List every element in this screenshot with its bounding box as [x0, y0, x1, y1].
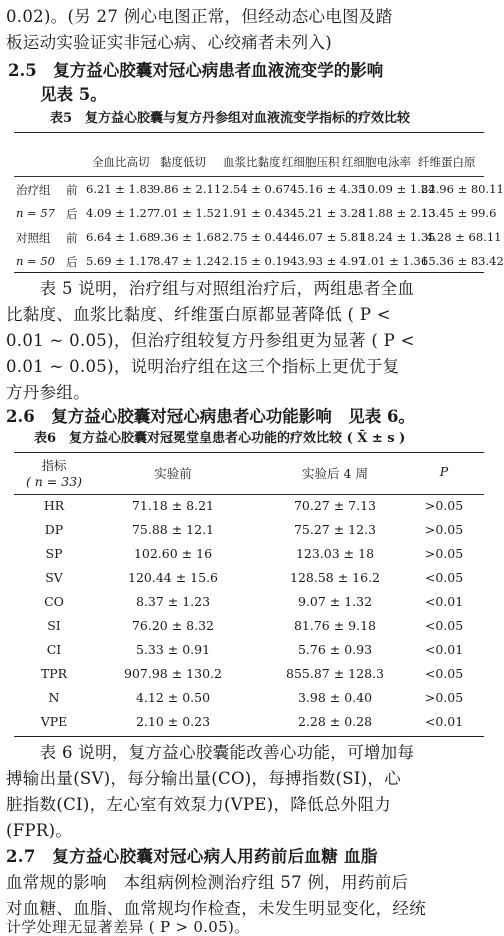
table5-phase: 前 — [66, 231, 78, 245]
table-row — [14, 642, 484, 662]
intro-line-1: 0.02)。(另 27 例心电图正常，但经动态心电图及踏 — [6, 7, 393, 26]
table-row — [14, 546, 484, 566]
table6-metric: SI — [47, 618, 61, 633]
para6-line-1: 表 6 说明，复方益心胶囊能改善心功能，可增加每 — [6, 743, 415, 762]
table6-before: 4.12 ± 0.50 — [135, 690, 211, 705]
table6-before: 102.60 ± 16 — [133, 546, 213, 561]
table5-cell: 1.91 ± 0.43 — [222, 206, 291, 220]
table5-cell: 46.07 ± 5.81 — [290, 230, 366, 244]
table-row — [14, 570, 484, 590]
table6-metric: DP — [44, 522, 64, 537]
table6-metric: TPR — [40, 666, 68, 681]
table5-cell: 18.24 ± 1.35 — [360, 230, 436, 244]
table5-cell: 43.93 ± 4.97 — [290, 254, 366, 268]
table5-cell: 1.01 ± 1.36 — [360, 254, 429, 268]
table5-cell: 9.36 ± 1.68 — [153, 230, 222, 244]
table-row — [14, 618, 484, 638]
section-2-7-line-3: 对血糖、血脂、血常规均作检查，未发生明显变化，经统 — [6, 899, 426, 918]
intro-line-2: 板运动实验证实非冠心病、心绞痛者未列入) — [6, 33, 332, 52]
table5-header: 全血比高切 — [92, 155, 150, 169]
table5-cell: 11.88 ± 2.13 — [360, 206, 436, 220]
table6-after: 128.58 ± 16.2 — [290, 570, 380, 585]
table5-cell: 4.28 ± 68.11 — [426, 230, 502, 244]
table6-header-rule — [14, 494, 484, 495]
section-2-7-line-2: 血常规的影响 本组病例检测治疗组 57 例，用药前后 — [6, 873, 409, 892]
table6-before: 71.18 ± 8.21 — [131, 498, 215, 513]
table5-cell: 7.01 ± 1.52 — [153, 206, 222, 220]
table6-after: 3.98 ± 0.40 — [297, 690, 373, 705]
table6-after: 855.87 ± 128.3 — [286, 666, 384, 681]
table6-p: <0.01 — [424, 642, 464, 657]
table5-header: 黏度低切 — [160, 155, 206, 169]
table5-cell: 6.21 ± 1.83 — [86, 182, 155, 196]
para5-line-1: 表 5 说明，治疗组与对照组治疗后，两组患者全血 — [6, 279, 415, 298]
table6-before: 75.88 ± 12.1 — [131, 522, 215, 537]
table6-p: <0.01 — [424, 714, 464, 729]
table5-group: n = 57 — [16, 206, 55, 220]
table6-after: 123.03 ± 18 — [295, 546, 375, 561]
table6-before: 907.98 ± 130.2 — [124, 666, 222, 681]
para5-line-3: 0.01 ~ 0.05)，但治疗组较复方丹参组更为显著 ( P < — [6, 331, 415, 350]
section-2-6-title: 2.6 复方益心胶囊对冠心病患者心功能影响 见表 6。 — [6, 407, 415, 426]
table6-p: <0.05 — [424, 570, 464, 585]
table-row — [14, 714, 484, 734]
table5-header: 纤维蛋白原 — [418, 155, 476, 169]
table6-p: >0.05 — [424, 546, 464, 561]
para5-line-5: 方丹参组。 — [6, 383, 90, 402]
table5-cell: 4.09 ± 1.27 — [86, 206, 155, 220]
para6-line-4: (FPR)。 — [6, 821, 73, 840]
section-2-7-line-4: 计学处理无显著差异 ( P > 0.05)。 — [6, 918, 250, 936]
table-row — [14, 498, 484, 518]
table6-header-metric: 指标 — [41, 458, 67, 473]
table5-cell: 8.47 ± 1.24 — [153, 254, 222, 268]
table5-header: 红细胞压积 — [282, 155, 340, 169]
table6-bottom-rule — [14, 736, 484, 737]
table6-header: 实验前 — [154, 466, 192, 481]
table5-phase: 后 — [66, 255, 78, 269]
table5-cell: 6.64 ± 1.68 — [86, 230, 155, 244]
para5-line-4: 0.01 ~ 0.05)，说明治疗组在这三个指标上更优于复 — [6, 357, 400, 376]
table5-cell: 15.36 ± 83.42 — [421, 254, 504, 268]
table-row — [14, 666, 484, 686]
table5-header-row — [92, 154, 482, 170]
table6-header-n: ( n = 33) — [25, 474, 83, 489]
table5-header: 血浆比黏度 — [223, 155, 281, 169]
table-row — [14, 182, 504, 198]
table-row — [14, 594, 484, 614]
table-row — [14, 230, 502, 246]
table6-p: <0.05 — [424, 666, 464, 681]
table6-after: 5.76 ± 0.93 — [297, 642, 373, 657]
table5-cell: 2.15 ± 0.19 — [222, 254, 291, 268]
table6-before: 8.37 ± 1.23 — [135, 594, 211, 609]
table5-cell: 5.69 ± 1.17 — [86, 254, 155, 268]
table5-cell: 9.86 ± 2.11 — [153, 182, 222, 196]
table-row — [14, 690, 484, 710]
table5-group: n = 50 — [16, 254, 55, 268]
section-2-5-title-cont: 见表 5。 — [40, 85, 107, 104]
table6-top-rule — [14, 452, 484, 453]
table6-p: >0.05 — [424, 522, 464, 537]
table6-caption: 表6 复方益心胶囊对冠冕堂皇患者心功能的疗效比较 ( X̄ ± s ) — [34, 431, 406, 446]
table6-after: 70.27 ± 7.13 — [293, 498, 377, 513]
table5-caption: 表5 复方益心胶囊与复方丹参组对血液流变学指标的疗效比较 — [50, 111, 411, 126]
table6-p: <0.05 — [424, 618, 464, 633]
table6-after: 75.27 ± 12.3 — [293, 522, 377, 537]
table6-metric: CI — [46, 642, 62, 657]
table5-phase: 前 — [66, 183, 78, 197]
table6-before: 76.20 ± 8.32 — [131, 618, 215, 633]
para6-line-3: 脏指数(CI)，左心室有效泵力(VPE)，降低总外阻力 — [6, 795, 392, 814]
table6-metric: SV — [45, 570, 63, 585]
para6-line-2: 搏输出量(SV)，每分输出量(CO)，每搏指数(SI)，心 — [6, 769, 402, 788]
table6-metric: HR — [43, 498, 65, 513]
table5-cell: 82.96 ± 80.11 — [421, 182, 504, 196]
table5-cell: 45.21 ± 3.28 — [290, 206, 366, 220]
table6-header-row — [14, 456, 484, 492]
table5-cell: 2.54 ± 0.67 — [222, 182, 291, 196]
table6-after: 81.76 ± 9.18 — [293, 618, 377, 633]
table5-phase: 后 — [66, 207, 78, 221]
table5-header: 红细胞电泳率 — [342, 155, 411, 169]
table6-before: 120.44 ± 15.6 — [128, 570, 218, 585]
table6-p: >0.05 — [424, 498, 464, 513]
table6-before: 5.33 ± 0.91 — [135, 642, 211, 657]
table-row — [14, 254, 504, 270]
para5-line-2: 比黏度、血浆比黏度、纤维蛋白原都显著降低 ( P < — [6, 305, 391, 324]
table5-group: 治疗组 — [16, 183, 51, 197]
table6-header: 实验后 4 周 — [302, 466, 368, 481]
table5-cell: 2.75 ± 0.44 — [222, 230, 291, 244]
table6-metric: VPE — [40, 714, 68, 729]
table6-metric: SP — [45, 546, 63, 561]
table-row — [14, 206, 497, 222]
table6-metric: N — [48, 690, 60, 705]
table6-header: P — [439, 464, 449, 479]
table5-cell: 45.16 ± 4.35 — [290, 182, 366, 196]
section-2-5-title: 2.5 复方益心胶囊对冠心病患者血液流变学的影响 — [8, 61, 384, 80]
table5-top-rule — [14, 132, 484, 133]
table5-group: 对照组 — [16, 231, 51, 245]
table5-bottom-rule — [14, 272, 484, 273]
table6-before: 2.10 ± 0.23 — [135, 714, 211, 729]
table5-cell: 10.09 ± 1.24 — [360, 182, 436, 196]
table6-p: <0.01 — [424, 594, 464, 609]
section-2-7-line-1: 2.7 复方益心胶囊对冠心病人用药前后血糖 血脂 — [6, 847, 378, 866]
table6-p: >0.05 — [424, 690, 464, 705]
table5-header-rule — [14, 176, 484, 177]
table6-after: 9.07 ± 1.32 — [297, 594, 373, 609]
table6-metric: CO — [44, 594, 64, 609]
table5-cell: 13.45 ± 99.6 — [421, 206, 497, 220]
table-row — [14, 522, 484, 542]
table6-after: 2.28 ± 0.28 — [297, 714, 373, 729]
